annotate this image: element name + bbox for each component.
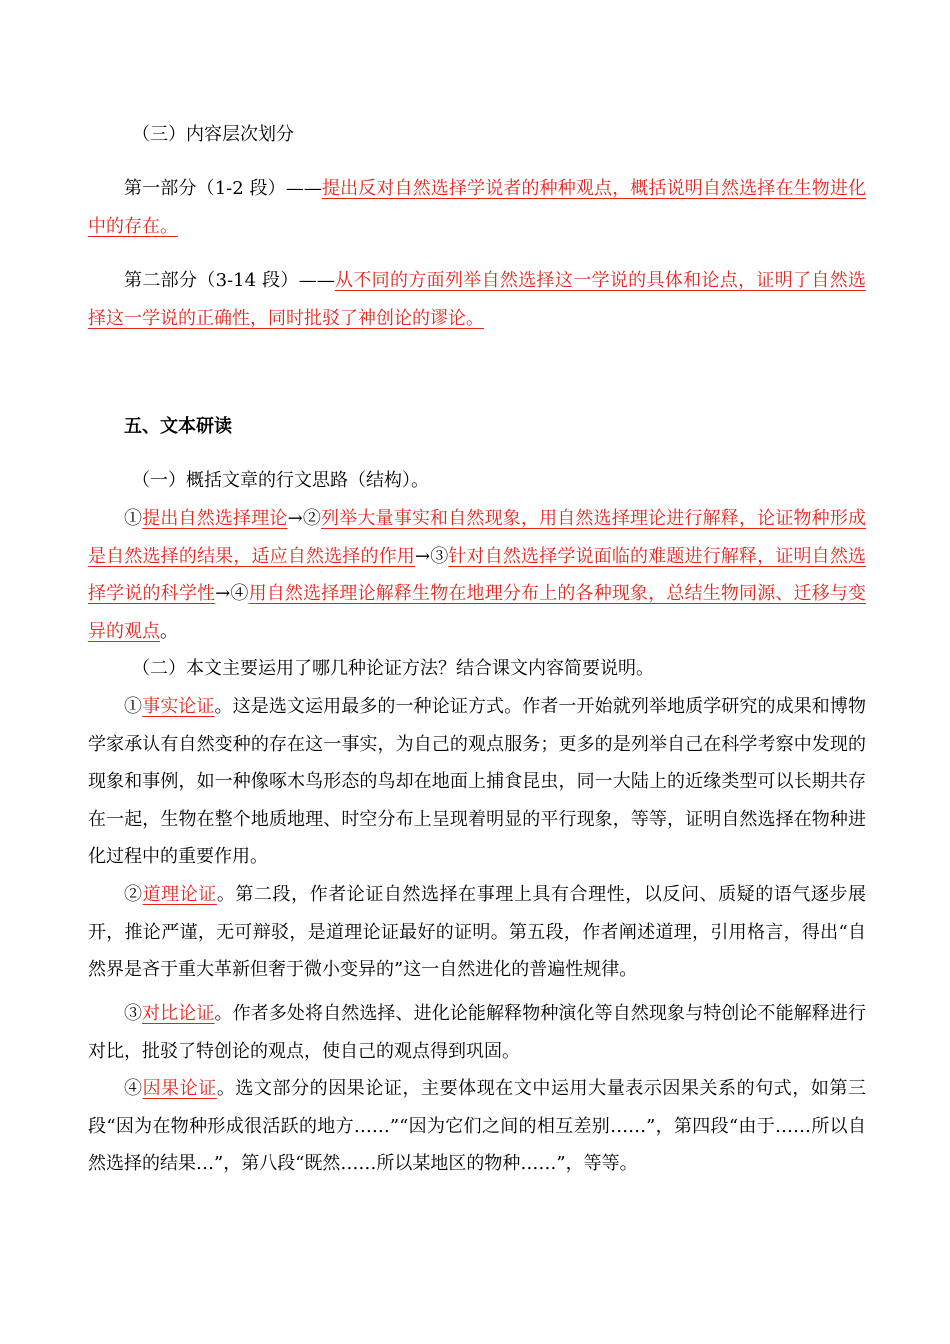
method-2: ②道理论证。第二段，作者论证自然选择在事理上具有合理性，以反问、质疑的语气逐步展开，推论严谨，无可辩驳，是道理论证最好的证明。第五段，作者阐述道理，引用格言，得出“自然界是吝于重大革新但奢于微小变异的”这一自然进化的普遍性规律。 [88, 884, 867, 980]
method-3: ③对比论证。作者多处将自然选择、进化论能解释物种演化等自然现象与特创论不能解释进行对比，批驳了特创论的观点，使自己的观点得到巩固。 [88, 1003, 867, 1062]
q1-answer [88, 500, 866, 650]
method-2-name: 道理论证 [142, 884, 217, 905]
section3-part1 [88, 170, 866, 245]
method-1-name: 事实论证 [142, 696, 215, 717]
part1-text: 提出反对自然选择学说者的种种观点，概括说明自然选择在生物进化中的存在。 [88, 178, 866, 237]
part2-label: 第二部分（3-14 段）—— [124, 270, 335, 291]
step-2: 列举大量事实和自然现象，用自然选择理论进行解释，论证物种形成是自然选择的结果，适应自然选择的作用 [88, 508, 867, 567]
arrow-4: →④ [215, 583, 249, 604]
method-1-text: 。这是选文运用最多的一种论证方式。作者一开始就列举地质学研究的成果和博物学家承认有自然变种的存在这一事实，为自己的观点服务；更多的是列举自己在科学考察中发现的现象和事例，如一种像啄木鸟形态的鸟却在地面上捕食昆虫，同一大陆上的近缘类型可以长期共存在一起，生物在整个地质地理、时空分布上呈现着明显的平行现象，等等，证明自然选择在物种进化过程中的重要作用。 [88, 696, 867, 867]
part1-label: 第一部分（1-2 段）—— [124, 178, 322, 199]
section5-heading: 五、文本研读 [124, 416, 232, 437]
part2-text: 从不同的方面列举自然选择这一学说的具体和论点，证明了自然选择这一学说的正确性，同时批驳了神创论的谬论。 [88, 270, 866, 329]
method-3-text: 。作者多处将自然选择、进化论能解释物种演化等自然现象与特创论不能解释进行对比，批驳了特创论的观点，使自己的观点得到巩固。 [88, 1003, 867, 1062]
section3-heading: （三）内容层次划分 [132, 124, 294, 145]
q1-heading: （一）概括文章的行文思路（结构）。 [132, 470, 429, 491]
q1-end: 。 [160, 620, 178, 642]
step-4: 用自然选择理论解释生物在地理分布上的各种现象，总结生物同源、迁移与变异的观点 [88, 583, 867, 642]
method-4: ④因果论证。选文部分的因果论证，主要体现在文中运用大量表示因果关系的句式，如第三段“因为在物种形成很活跃的地方……”“因为它们之间的相互差别……”，第四段“由于……所以自然选择的结果…”，第八段“既然……所以某地区的物种……”，等等。 [88, 1078, 867, 1174]
q2-heading: （二）本文主要运用了哪几种论证方法？结合课文内容简要说明。 [132, 658, 654, 679]
step-1: 提出自然选择理论 [142, 508, 288, 529]
section3-part2 [88, 262, 866, 337]
method-4-name: 因果论证 [142, 1078, 217, 1099]
method-1: ①事实论证。这是选文运用最多的一种论证方式。作者一开始就列举地质学研究的成果和博物学家承认有自然变种的存在这一事实，为自己的观点服务；更多的是列举自己在科学考察中发现的现象和事例，如一种像啄木鸟形态的鸟却在地面上捕食昆虫，同一大陆上的近缘类型可以长期共存在一起，生物在整个地质地理、时空分布上呈现着明显的平行现象，等等，证明自然选择在物种进化过程中的重要作用。 [88, 696, 867, 867]
arrow-2: →② [287, 508, 322, 529]
method-2-text: 。第二段，作者论证自然选择在事理上具有合理性，以反问、质疑的语气逐步展开，推论严谨，无可辩驳，是道理论证最好的证明。第五段，作者阐述道理，引用格言，得出“自然界是吝于重大革新但奢于微小变异的”这一自然进化的普遍性规律。 [88, 884, 867, 980]
num-1: ① [124, 508, 143, 529]
step-3: 针对自然选择学说面临的难题进行解释，证明自然选择学说的科学性 [88, 545, 867, 604]
arrow-3: →③ [414, 545, 449, 567]
method-3-name: 对比论证 [142, 1003, 215, 1024]
method-4-text: 。选文部分的因果论证，主要体现在文中运用大量表示因果关系的句式，如第三段“因为在物种形成很活跃的地方……”“因为它们之间的相互差别……”，第四段“由于……所以自然选择的结果…”，第八段“既然……所以某地区的物种……”，等等。 [88, 1078, 867, 1174]
